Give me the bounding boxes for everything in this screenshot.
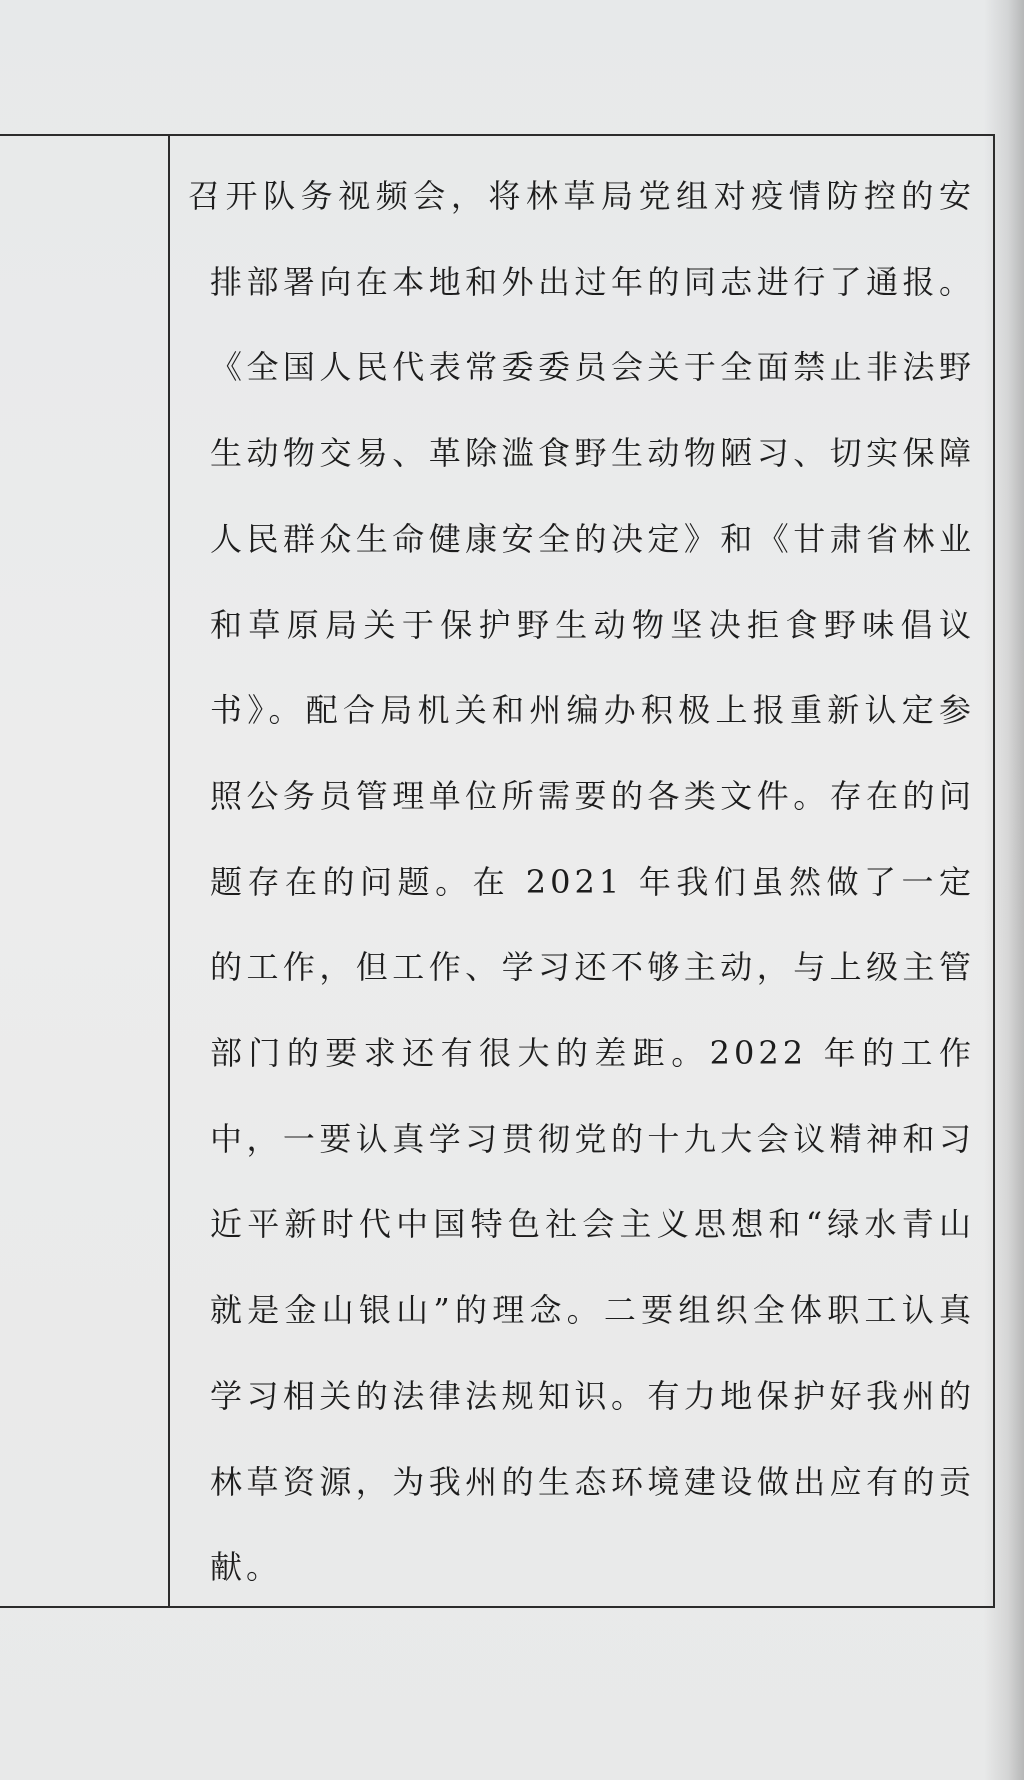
table-label-column bbox=[0, 136, 170, 1606]
document-table bbox=[0, 134, 995, 1608]
body-paragraph: 召开队务视频会，将林草局党组对疫情防控的安排部署向在本地和外出过年的同志进行了通报。《全国人民代表常委委员会关于全面禁止非法野生动物交易、革除滥食野生动物陋习、切实保障人民群众生命健康安全的决定》和《甘肃省林业和草原局关于保护野生动物坚决拒食野味倡议书》。配合局机关和州编办积极上报重新认定参照公务员管理单位所需要的各类文件。存在的问题存在的问题。在 2021 年我们虽然做了一定的工作，但工作、学习还不够主动，与上级主管部门的要求还有很大的差距。2022 年的工作中，一要认真学习贯彻党的十九大会议精神和习近平新时代中国特色社会主义思想和“绿水青山就是金山银山”的理念。二要组织全体职工认真学习相关的法律法规知识。有力地保护好我州的林草资源，为我州的生态环境建设做出应有的贡献。 bbox=[188, 177, 975, 1587]
table-content-cell bbox=[172, 136, 993, 1606]
